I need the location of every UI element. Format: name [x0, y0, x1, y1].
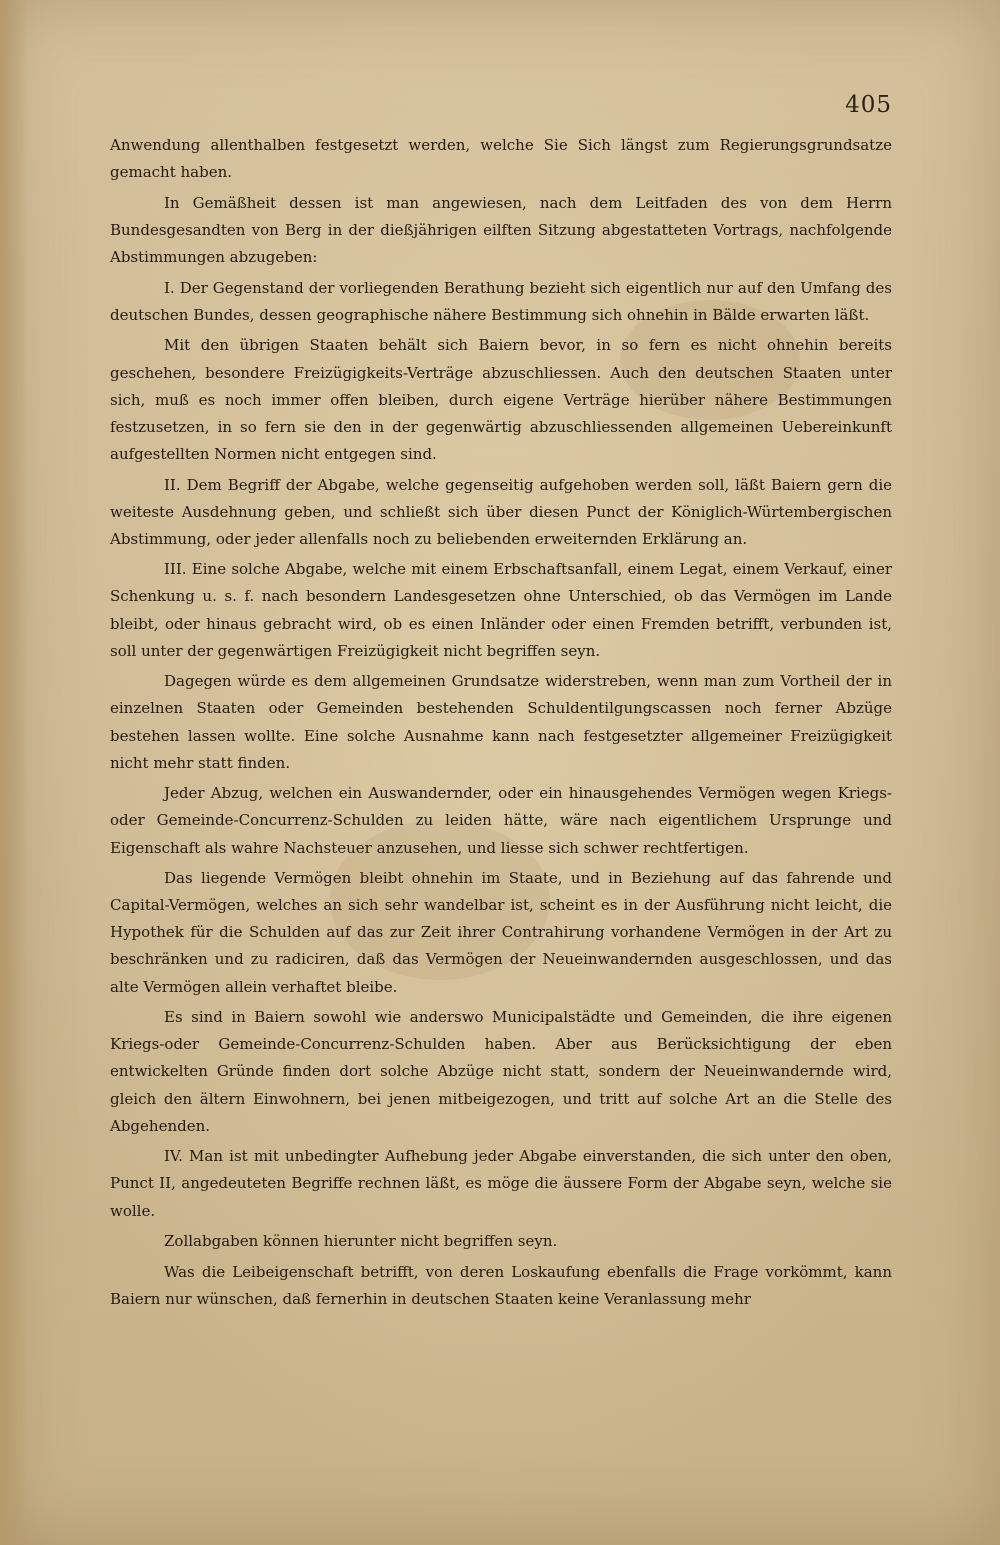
paragraph: In Gemäßheit dessen ist man angewiesen, nach dem Leitfaden des von dem Herrn Bundesgesandten von Berg in der dießjährigen eilften Sitzung abgestatteten Vortrags, nachfolgende Abstimmungen abzugeben:	[110, 193, 892, 266]
body-text	[110, 132, 892, 1317]
paragraph: Was die Leibeigenschaft betrifft, von deren Loskaufung ebenfalls die Frage vorkömmt, kann Baiern nur wünschen, daß fernerhin in deutschen Staaten keine Veranlassung mehr	[110, 1262, 892, 1308]
paragraph: Dagegen würde es dem allgemeinen Grundsatze widerstreben, wenn man zum Vortheil der in einzelnen Staaten oder Gemeinden bestehenden Schuldentilgungscassen noch ferner Abzüge bestehen lassen wollte. Eine solche Ausnahme kann nach festgesetzter allgemeiner Freizügigkeit nicht mehr statt finden.	[110, 672, 892, 772]
paragraph-section-ii: II. Dem Begriff der Abgabe, welche gegenseitig aufgehoben werden soll, läßt Baiern gern die weiteste Ausdehnung geben, und schließt sich über diesen Punct der Königlich-Würtembergischen Abstimmung, oder jeder allenfalls noch zu beliebenden erweiternden Erklärung an.	[110, 475, 892, 548]
paragraph-section-iii: III. Eine solche Abgabe, welche mit einem Erbschaftsanfall, einem Legat, einem Verkauf, einer Schenkung u. s. f. nach besondern Landesgesetzen ohne Unterschied, ob das Vermögen im Lande bleibt, oder hinaus gebracht wird, ob es einen Inländer oder einen Fremden betrifft, verbunden ist, soll unter der gegenwärtigen Freizügigkeit nicht begriffen seyn.	[110, 560, 892, 660]
paragraph-section-iv: IV. Man ist mit unbedingter Aufhebung jeder Abgabe einverstanden, die sich unter den oben, Punct II, angedeuteten Begriffe rechnen läßt, es möge die äussere Form der Abgabe seyn, welche sie wolle.	[110, 1147, 892, 1220]
paragraph-section-i: I. Der Gegenstand der vorliegenden Berathung bezieht sich eigentlich nur auf den Umfang des deutschen Bundes, dessen geographische nähere Bestimmung sich ohnehin in Bälde erwarten läßt.	[110, 278, 892, 324]
paragraph: Anwendung allenthalben festgesetzt werden, welche Sie Sich längst zum Regierungsgrundsatze gemacht haben.	[110, 136, 892, 182]
page-gutter-shadow	[0, 0, 28, 1545]
page-number: 405	[845, 92, 892, 118]
paragraph: Es sind in Baiern sowohl wie anderswo Municipalstädte und Gemeinden, die ihre eigenen Kriegs-oder Gemeinde-Concurrenz-Schulden haben. Aber aus Berücksichtigung der eben entwickelten Gründe finden dort solche Abzüge nicht statt, sondern der Neueinwandernde wird, gleich den ältern Einwohnern, bei jenen mitbeigezogen, und tritt auf solche Art an die Stelle des Abgehenden.	[110, 1008, 892, 1135]
paragraph: Zollabgaben können hierunter nicht begriffen seyn.	[164, 1232, 558, 1251]
paragraph: Mit den übrigen Staaten behält sich Baiern bevor, in so fern es nicht ohnehin bereits geschehen, besondere Freizügigkeits-Verträge abzuschliessen. Auch den deutschen Staaten unter sich, muß es noch immer offen bleiben, durch eigene Verträge hierüber nähere Bestimmungen festzusetzen, in so fern sie den in der gegenwärtig abzuschliessenden allgemeinen Uebereinkunft aufgestellten Normen nicht entgegen sind.	[110, 336, 892, 463]
paragraph: Jeder Abzug, welchen ein Auswandernder, oder ein hinausgehendes Vermögen wegen Kriegs- oder Gemeinde-Concurrenz-Schulden zu leiden hätte, wäre nach eigentlichem Ursprunge und Eigenschaft als wahre Nachsteuer anzusehen, und liesse sich schwer rechtfertigen.	[110, 784, 892, 857]
paragraph: Das liegende Vermögen bleibt ohnehin im Staate, und in Beziehung auf das fahrende und Capital-Vermögen, welches an sich sehr wandelbar ist, scheint es in der Ausführung nicht leicht, die Hypothek für die Schulden auf das zur Zeit ihrer Contrahirung vorhandene Vermögen in der Art zu beschränken und zu radiciren, daß das Vermögen der Neueinwandernden ausgeschlossen, und das alte Vermögen allein verhaftet bleibe.	[110, 869, 892, 996]
